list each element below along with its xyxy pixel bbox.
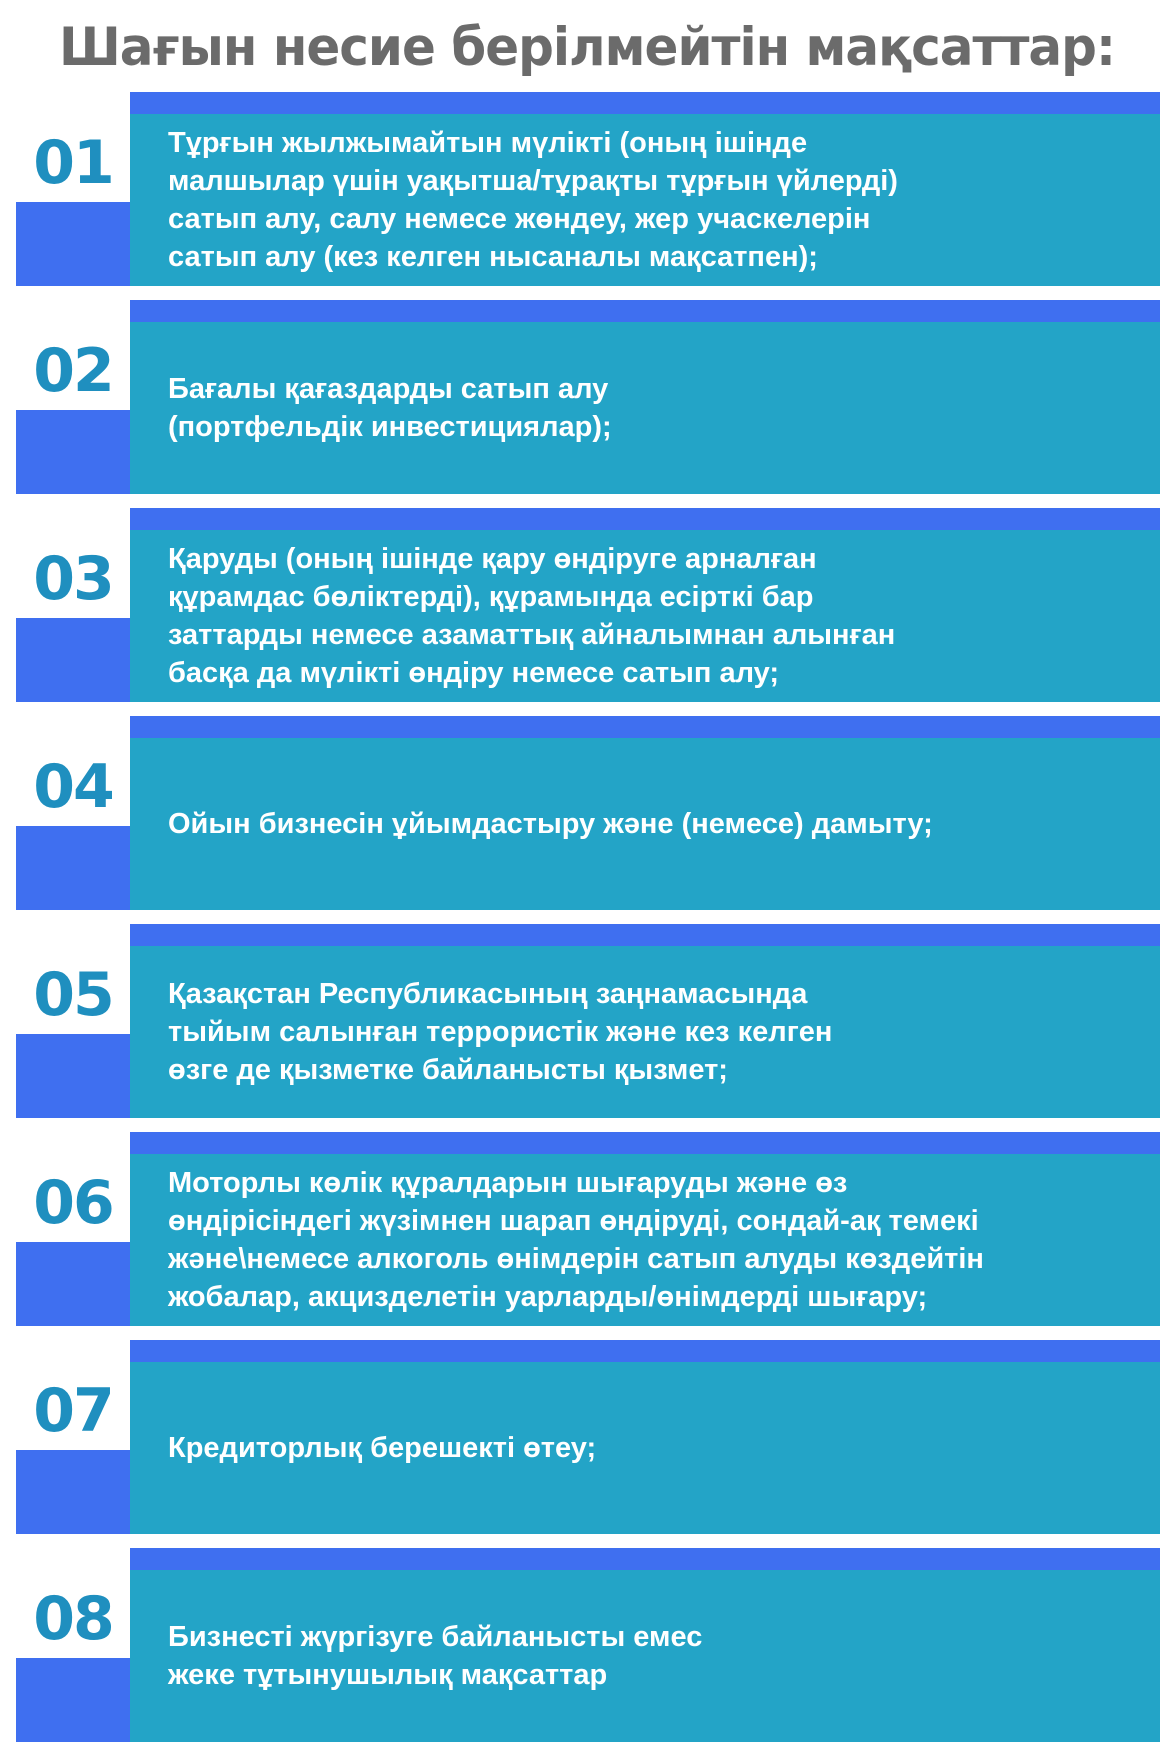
- item-number: 01: [33, 128, 113, 198]
- item-text: Кредиторлық берешекті өтеу;: [168, 1432, 597, 1464]
- item-number: 06: [33, 1168, 113, 1238]
- item-text: Қаруды (оның ішінде қару өндіруге арналған құрамдас бөліктерді), құрамында есірткі бар заттарды немесе азаматтық айналымнан алынған басқа да мүлікті өндіру немесе сатып алу;: [168, 543, 896, 689]
- list-item: [0, 924, 1174, 1118]
- item-number: 04: [33, 752, 113, 822]
- item-text: Моторлы көлік құралдарын шығаруды және өз өндірісіндегі жүзімнен шарап өндіруді, сондай-ақ темекі және\немесе алкоголь өнімдерін сатып алуды көздейтін жобалар, акцизделетін уарларды/өнімдерді шығару;: [168, 1167, 984, 1313]
- item-top-bar: [130, 924, 1160, 946]
- item-left-bar: [16, 1034, 130, 1118]
- item-number: 03: [33, 544, 113, 614]
- list-item: [0, 92, 1174, 286]
- list-item: [0, 1548, 1174, 1742]
- item-number: 08: [33, 1584, 113, 1654]
- page-title: Шағын несие берілмейтін мақсаттар:: [59, 16, 1115, 78]
- list-item: [0, 1132, 1174, 1326]
- item-top-bar: [130, 1548, 1160, 1570]
- list-item: [0, 1340, 1174, 1534]
- item-top-bar: [130, 1132, 1160, 1154]
- item-left-bar: [16, 618, 130, 702]
- item-left-bar: [16, 1450, 130, 1534]
- item-top-bar: [130, 716, 1160, 738]
- item-text: Тұрғын жылжымайтын мүлікті (оның ішінде малшылар үшін уақытша/тұрақты тұрғын үйлерді) сатып алу, салу немесе жөндеу, жер учаскелерін сатып алу (кез келген нысаналы мақсатпен);: [168, 127, 898, 273]
- item-number: 05: [33, 960, 113, 1030]
- item-text: Бағалы қағаздарды сатып алу (портфельдік инвестициялар);: [168, 373, 612, 443]
- item-number: 02: [33, 336, 113, 406]
- item-text: Ойын бизнесін ұйымдастыру және (немесе) дамыту;: [168, 808, 933, 840]
- item-left-bar: [16, 1242, 130, 1326]
- item-left-bar: [16, 826, 130, 910]
- item-text: Бизнесті жүргізуге байланысты емес жеке тұтынушылық мақсаттар: [168, 1621, 703, 1691]
- item-left-bar: [16, 202, 130, 286]
- item-top-bar: [130, 300, 1160, 322]
- list-item: [0, 300, 1174, 494]
- item-top-bar: [130, 508, 1160, 530]
- item-text: Қазақстан Республикасының заңнамасында тыйым салынған террористік және кез келген өзге де қызметке байланысты қызмет;: [168, 978, 833, 1086]
- item-left-bar: [16, 410, 130, 494]
- list-item: [0, 508, 1174, 702]
- item-left-bar: [16, 1658, 130, 1742]
- item-number: 07: [33, 1376, 113, 1446]
- item-top-bar: [130, 92, 1160, 114]
- list-item: [0, 716, 1174, 910]
- item-top-bar: [130, 1340, 1160, 1362]
